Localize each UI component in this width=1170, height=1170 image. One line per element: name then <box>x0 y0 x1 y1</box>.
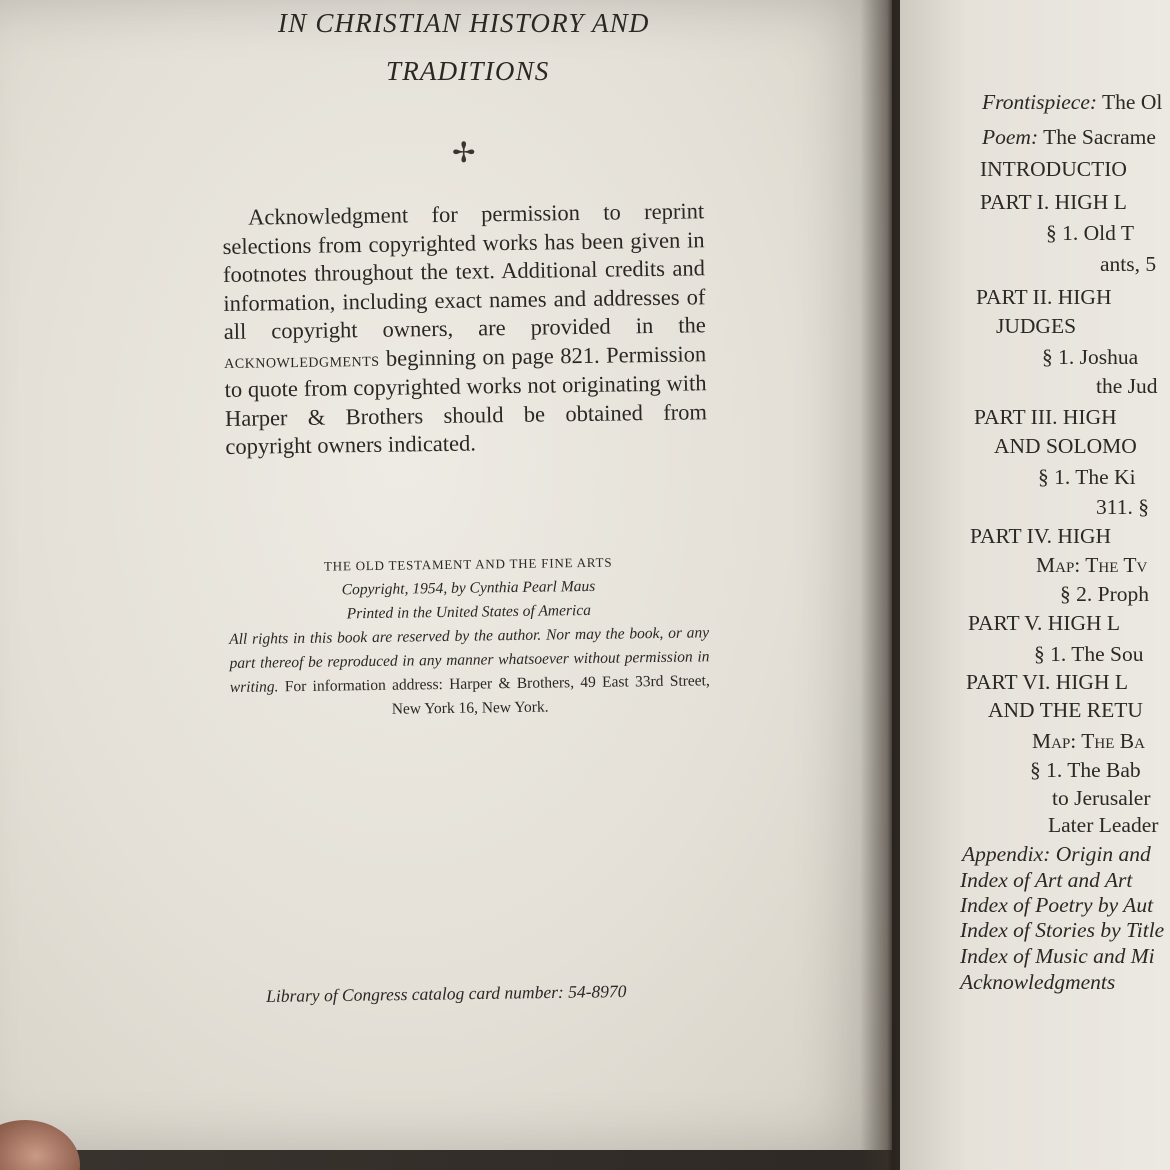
toc-part-2-cont: the Jud <box>1096 374 1158 398</box>
toc-appendix: Appendix: Origin and <box>962 842 1151 866</box>
toc-part-6: PART VI. HIGH L <box>966 670 1128 694</box>
ack-text-end: beginning on page 821. Permission to quote from copyrighted works not originating with Harper & Brothers should be obtained from copyright owners indicated. <box>224 340 708 459</box>
toc-part-3: PART III. HIGH <box>974 405 1117 429</box>
rights-statement <box>229 621 710 724</box>
toc-index-art: Index of Art and Art <box>960 868 1133 892</box>
toc-part-1: PART I. HIGH L <box>980 190 1127 214</box>
rights-italic-text: All rights in this book are reserved by the author. Nor may the book, or any part thereof be reproduced in any manner whatsoever without permission in writing. <box>229 624 710 696</box>
rights-address-text: For information address: Harper & Brothers, 49 East 33rd Street, New York 16, New York. <box>278 672 710 718</box>
book-title: THE OLD TESTAMENT AND THE FINE ARTS <box>323 554 613 574</box>
lccn-line: Library of Congress catalog card number: 54-8970 <box>266 980 627 1006</box>
toc-part-6-jerusalem: to Jerusaler <box>1052 786 1151 810</box>
right-book-page <box>900 0 1170 1170</box>
toc-frontispiece: Frontispiece: The Ol <box>982 90 1163 114</box>
ack-small-caps-word: acknowledgments <box>224 348 380 373</box>
toc-part-2-judges: JUDGES <box>996 314 1077 338</box>
toc-part-5: PART V. HIGH L <box>968 611 1121 635</box>
cross-ornament-icon: ✢ <box>452 138 476 169</box>
toc-part-4-section-2: § 2. Proph <box>1060 582 1149 606</box>
heading-line-2: TRADITIONS <box>386 56 550 86</box>
toc-part-2: PART II. HIGH <box>976 285 1112 309</box>
toc-part-3-section-1: § 1. The Ki <box>1038 465 1136 489</box>
ack-text-start: Acknowledgment for permission to reprint selections from copyrighted works has been given in footnotes throughout the text. Additional credits and information, including exact names and addresses of all copyright owners, are provided in the <box>222 198 706 344</box>
toc-part-3-cont: 311. § <box>1096 495 1149 519</box>
toc-part-6-section-1: § 1. The Bab <box>1030 758 1141 782</box>
toc-acknowledgments: Acknowledgments <box>960 970 1116 994</box>
toc-part-5-section-1: § 1. The Sou <box>1034 642 1144 666</box>
toc-part-1-section-1: § 1. Old T <box>1046 221 1134 245</box>
toc-poem: Poem: The Sacrame <box>982 125 1156 149</box>
toc-part-2-section-1: § 1. Joshua <box>1042 345 1139 369</box>
toc-part-6-later-leaders: Later Leader <box>1048 813 1159 837</box>
copyright-line: Copyright, 1954, by Cynthia Pearl Maus <box>341 577 596 599</box>
heading-line-1: IN CHRISTIAN HISTORY AND <box>278 8 650 38</box>
toc-part-1-cont: ants, 5 <box>1100 252 1157 276</box>
toc-index-music: Index of Music and Mi <box>960 944 1155 968</box>
toc-part-4-map: Map: The Tv <box>1036 553 1148 577</box>
printed-line: Printed in the United States of America <box>346 601 592 623</box>
acknowledgment-paragraph <box>222 197 708 461</box>
toc-index-poetry: Index of Poetry by Aut <box>960 893 1154 917</box>
toc-part-3-solomon: AND SOLOMO <box>994 434 1137 458</box>
toc-introduction: INTRODUCTIO <box>980 157 1127 181</box>
toc-part-4: PART IV. HIGH <box>970 524 1112 548</box>
copyright-block <box>228 549 710 724</box>
toc-part-6-return: AND THE RETU <box>988 698 1143 722</box>
toc-index-stories: Index of Stories by Title <box>960 918 1165 942</box>
toc-part-6-map: Map: The Ba <box>1032 729 1145 753</box>
